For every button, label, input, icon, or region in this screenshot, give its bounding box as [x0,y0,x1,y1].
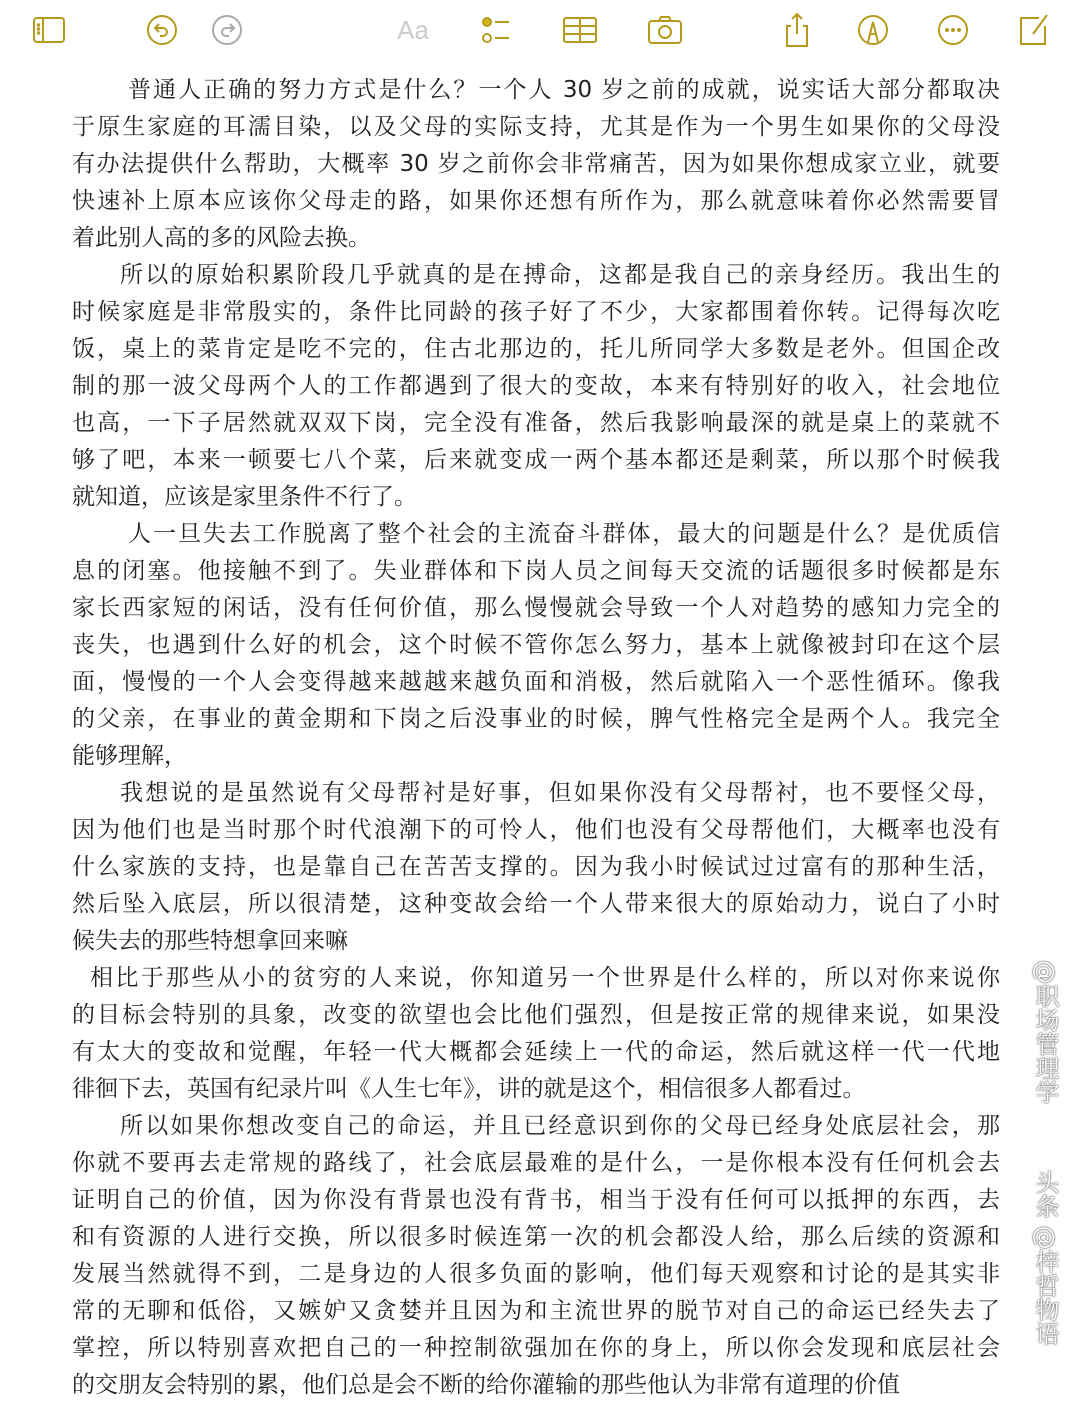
note-line: 发展当然就得不到，二是身边的人很多负面的影响，他们每天观察和讨论的是其实非 [72,1261,1000,1287]
share-icon[interactable] [777,10,817,50]
note-line: 丧失，也遇到什么好的机会，这个时候不管你怎么努力，基本上就像被封印在这个层 [72,632,1000,658]
format-text-icon[interactable]: Aa [397,14,429,45]
note-line: 掌控，所以特别喜欢把自己的一种控制欲强加在你的身上，所以你会发现和底层社会 [72,1335,1000,1361]
note-line: 快速补上原本应该你父母走的路，如果你还想有所作为，那么就意味着你必然需要冒 [72,188,1000,214]
note-line: 普通人正确的努力方式是什么？一个人 30 岁之前的成就，说实话大部分都取决 [128,77,1000,103]
note-line: 和有资源的人进行交换，所以很多时候连第一次的机会都没人给，那么后续的资源和 [72,1224,1000,1250]
note-line: 时候家庭是非常殷实的，条件比同龄的孩子好了不少，大家都围着你转。记得每次吃 [72,299,1000,325]
note-paragraph [72,960,1000,1108]
note-line: 我想说的是虽然说有父母帮衬是好事，但如果你没有父母帮衬，也不要怪父母， [120,780,1000,806]
watermark-weibo: @职场管理学 [1031,960,1059,1104]
notes-toolbar [0,0,1080,60]
checklist-icon[interactable] [477,10,517,50]
note-line: 什么家族的支持，也是靠自己在苦苦支撑的。因为我小时候试过过富有的那种生活， [72,854,1000,880]
note-line: 家长西家短的闲话，没有任何价值，那么慢慢就会导致一个人对趋势的感知力完全的 [72,595,1000,621]
note-line: 的目标会特别的具象，改变的欲望也会比他们强烈，但是按正常的规律来说，如果没 [72,1002,1000,1028]
note-line: 然后坠入底层，所以很清楚，这种变故会给一个人带来很大的原始动力，说白了小时 [72,891,1000,917]
note-line: 相比于那些从小的贫穷的人来说，你知道另一个世界是什么样的，所以对你来说你 [90,965,1000,991]
note-body[interactable] [72,72,1000,1404]
note-line: 面，慢慢的一个人会变得越来越越来越负面和消极，然后就陷入一个恶性循环。像我 [72,669,1000,695]
sidebar-icon[interactable] [29,10,69,50]
note-line: 制的那一波父母两个人的工作都遇到了很大的变故，本来有特别好的收入，社会地位 [72,373,1000,399]
note-paragraph [72,775,1000,960]
table-icon[interactable] [560,10,600,50]
note-line: 能够理解， [72,743,187,769]
note-line: 的交朋友会特别的累，他们总是会不断的给你灌输的那些他认为非常有道理的价值 [72,1372,900,1398]
note-line: 就知道，应该是家里条件不行了。 [72,484,417,510]
note-line: 你就不要再去走常规的路线了，社会底层最难的是什么，一是你根本没有任何机会去 [72,1150,1000,1176]
note-line: 的父亲，在事业的黄金期和下岗之后没事业的时候，脾气性格完全是两个人。我完全 [72,706,1000,732]
note-line: 饭，桌上的菜肯定是吃不完的，住古北那边的，托儿所同学大多数是老外。但国企改 [72,336,1000,362]
note-paragraph [72,1108,1000,1404]
compose-icon[interactable] [1013,10,1053,50]
undo-icon[interactable] [142,10,182,50]
note-line: 息的闭塞。他接触不到了。失业群体和下岗人员之间每天交流的话题很多时候都是东 [72,558,1000,584]
note-line: 徘徊下去，英国有纪录片叫《人生七年》，讲的就是这个，相信很多人都看过。 [72,1076,866,1102]
note-paragraph [72,257,1000,516]
redo-icon[interactable] [207,10,247,50]
note-line: 也高，一下子居然就双双下岗，完全没有准备，然后我影响最深的就是桌上的菜就不 [72,410,1000,436]
note-paragraph [72,516,1000,775]
note-line: 够了吧，本来一顿要七八个菜，后来就变成一两个基本都还是剩菜，所以那个时候我 [72,447,1000,473]
note-line: 常的无聊和低俗，又嫉妒又贪婪并且因为和主流世界的脱节对自己的命运已经失去了 [72,1298,1000,1324]
note-line: 有太大的变故和觉醒，年轻一代大概都会延续上一代的命运，然后就这样一代一代地 [72,1039,1000,1065]
note-paragraph [72,72,1000,257]
note-line: 证明自己的价值，因为你没有背景也没有背书，相当于没有任何可以抵押的东西，去 [72,1187,1000,1213]
watermark-toutiao: 头条 @梓哲物语 [1031,1170,1059,1346]
camera-icon[interactable] [645,10,685,50]
markup-icon[interactable] [853,10,893,50]
note-line: 所以的原始积累阶段几乎就真的是在搏命，这都是我自己的亲身经历。我出生的 [120,262,1000,288]
note-line: 因为他们也是当时那个时代浪潮下的可怜人，他们也没有父母帮他们，大概率也没有 [72,817,1000,843]
note-line: 着此别人高的多的风险去换。 [72,225,371,251]
note-line: 候失去的那些特想拿回来嘛 [72,928,348,954]
more-icon[interactable] [933,10,973,50]
note-line: 人一旦失去工作脱离了整个社会的主流奋斗群体，最大的问题是什么？是优质信 [128,521,1000,547]
note-line: 于原生家庭的耳濡目染，以及父母的实际支持，尤其是作为一个男生如果你的父母没 [72,114,1000,140]
note-line: 所以如果你想改变自己的命运，并且已经意识到你的父母已经身处底层社会，那 [120,1113,1000,1139]
note-line: 有办法提供什么帮助，大概率 30 岁之前你会非常痛苦，因为如果你想成家立业，就要 [72,151,1000,177]
